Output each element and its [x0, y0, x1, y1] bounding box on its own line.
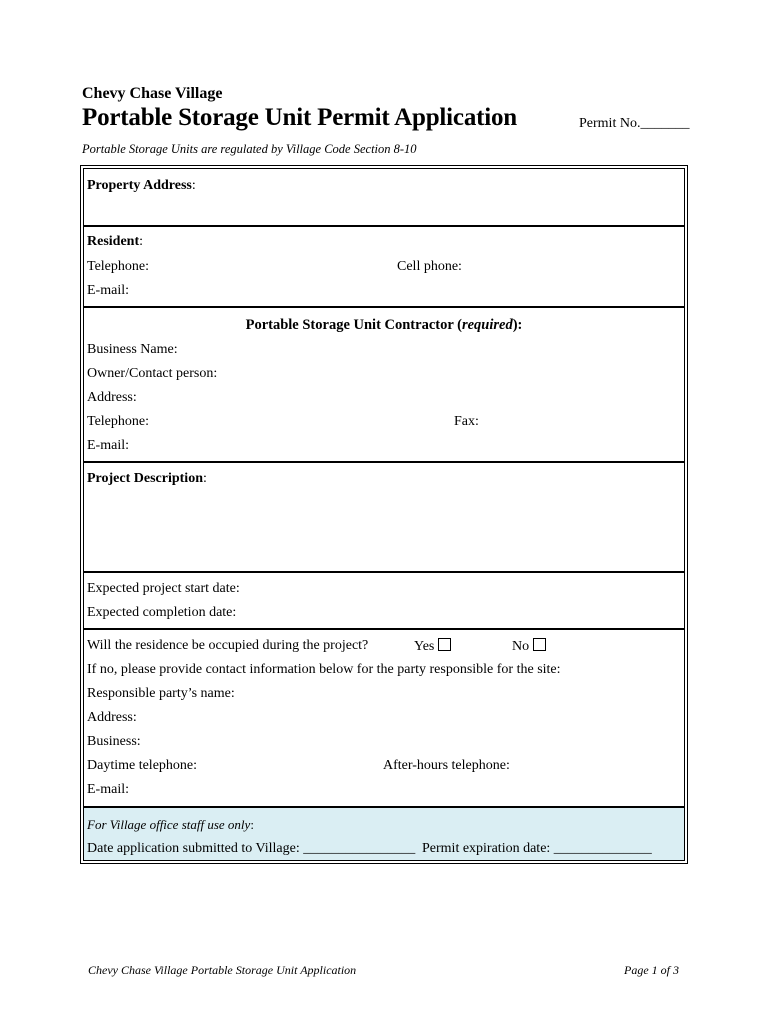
subtitle: Portable Storage Units are regulated by Village Code Section 8-10 — [82, 142, 417, 156]
contractor-section-title — [84, 317, 684, 334]
resident-email-field[interactable]: E-mail: — [87, 283, 129, 298]
after-hours-telephone-field[interactable]: After-hours telephone: — [383, 758, 510, 773]
responsible-party-name-field[interactable]: Responsible party’s name: — [87, 686, 235, 701]
resident-label: Resident — [87, 234, 140, 249]
label-colon: : — [250, 817, 254, 832]
no-label: No — [512, 639, 530, 654]
contractor-telephone-field[interactable]: Telephone: — [87, 414, 149, 429]
page-title: Portable Storage Unit Permit Application — [82, 104, 517, 131]
resident-field[interactable] — [87, 234, 143, 250]
property-address-field[interactable] — [87, 178, 196, 194]
responsible-party-instruction: If no, please provide contact information below for the party responsible for the site: — [87, 662, 561, 677]
no-checkbox[interactable] — [533, 638, 546, 651]
daytime-telephone-field[interactable]: Daytime telephone: — [87, 758, 198, 773]
project-description-field[interactable] — [87, 471, 207, 487]
office-use-label-text: For Village office staff use only — [87, 817, 251, 832]
required-note: required — [461, 317, 513, 333]
application-form — [80, 165, 688, 864]
label-colon: : — [202, 471, 207, 486]
contractor-title-suffix: ): — [512, 317, 523, 333]
permit-expiration-field[interactable]: Permit expiration date: ______________ — [422, 841, 652, 856]
property-address-section — [83, 168, 685, 226]
date-submitted-field[interactable]: Date application submitted to Village: ________________ — [87, 841, 416, 856]
village-name: Chevy Chase Village — [82, 85, 223, 102]
contractor-title-text: Portable Storage Unit Contractor ( — [245, 317, 462, 333]
contractor-address-field[interactable]: Address: — [87, 390, 137, 405]
footer-page-number: Page 1 of 3 — [624, 963, 679, 977]
start-date-field[interactable]: Expected project start date: — [87, 581, 240, 596]
owner-contact-field[interactable]: Owner/Contact person: — [87, 366, 218, 381]
resident-cell-phone-field[interactable]: Cell phone: — [397, 259, 462, 274]
no-option[interactable] — [512, 638, 546, 655]
project-dates-section — [83, 572, 685, 629]
responsible-party-address-field[interactable]: Address: — [87, 710, 137, 725]
permit-number-field[interactable]: Permit No._______ — [579, 116, 690, 131]
project-description-section — [83, 462, 685, 572]
label-colon: : — [191, 178, 196, 193]
resident-telephone-field[interactable]: Telephone: — [87, 259, 149, 274]
yes-label: Yes — [414, 639, 435, 654]
yes-option[interactable] — [414, 638, 451, 655]
resident-section — [83, 226, 685, 307]
responsible-party-business-field[interactable]: Business: — [87, 734, 141, 749]
footer-document-title: Chevy Chase Village Portable Storage Unit Application — [88, 963, 357, 977]
completion-date-field[interactable]: Expected completion date: — [87, 605, 237, 620]
contractor-section — [83, 307, 685, 462]
project-description-label: Project Description — [87, 471, 203, 486]
responsible-party-email-field[interactable]: E-mail: — [87, 782, 129, 797]
office-use-label — [87, 817, 254, 833]
yes-checkbox[interactable] — [438, 638, 451, 651]
contractor-fax-field[interactable]: Fax: — [454, 414, 479, 429]
property-address-label: Property Address — [87, 178, 192, 193]
office-use-section — [83, 807, 685, 861]
occupancy-section — [83, 629, 685, 807]
label-colon: : — [139, 234, 144, 249]
occupancy-question: Will the residence be occupied during the project? — [87, 638, 369, 653]
business-name-field[interactable]: Business Name: — [87, 342, 178, 357]
contractor-email-field[interactable]: E-mail: — [87, 438, 129, 453]
